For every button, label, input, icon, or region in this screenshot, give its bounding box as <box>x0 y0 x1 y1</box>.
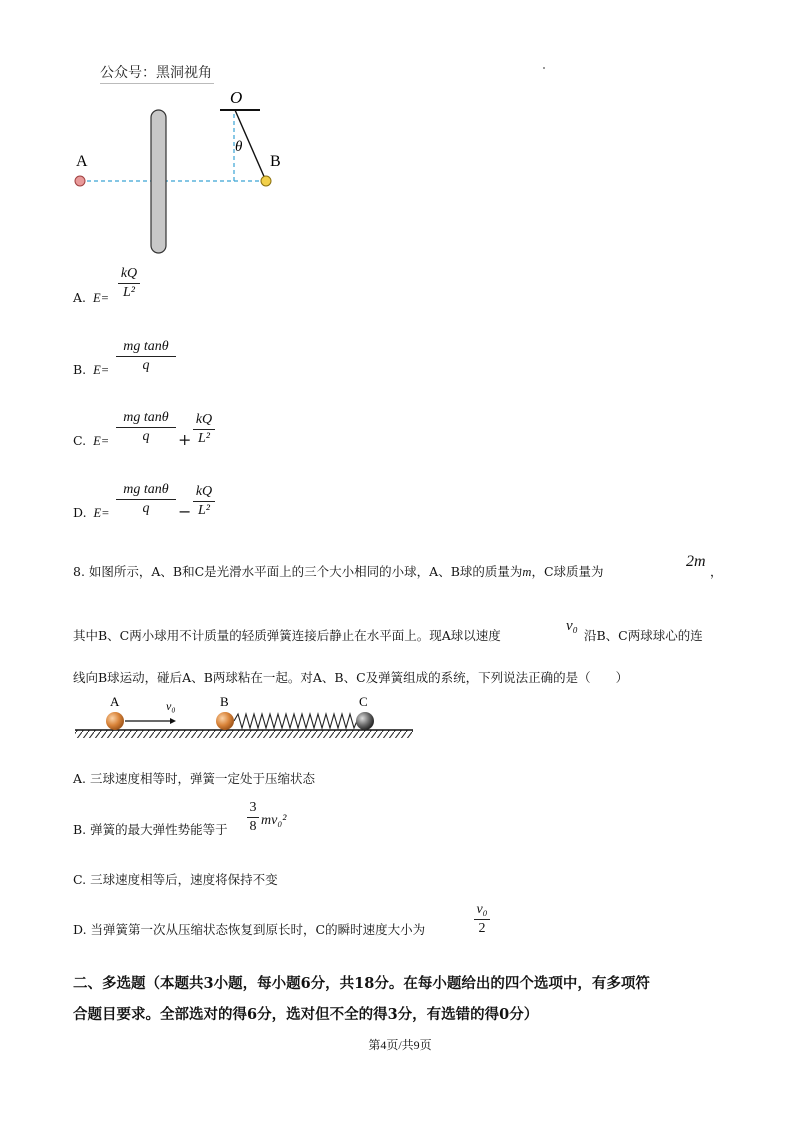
label-b: B <box>270 153 281 170</box>
section-heading-line2: 合题目要求。全部选对的得6分，选对但不全的得3分，有选错的得0分） <box>73 1006 539 1023</box>
option-lhs: E= <box>93 506 110 520</box>
plate <box>151 110 166 253</box>
arrow-head-icon <box>170 718 176 724</box>
label-theta: θ <box>235 139 243 155</box>
fraction-kq-l2 <box>118 266 140 301</box>
q8-text: 8. 如图所示，A、B和C是光滑水平面上的三个大小相同的小球，A、B球的质量为 <box>73 564 523 579</box>
section-heading-line1: 二、多选题（本题共3小题，每小题6分，共18分。在每小题给出的四个选项中，有多项符 <box>73 975 650 992</box>
option-label: A. <box>73 290 87 305</box>
fraction-mgtan-q <box>116 410 176 445</box>
label-o: O <box>230 88 243 107</box>
label-a: A <box>110 694 120 709</box>
numerator: mg tanθ <box>123 482 169 497</box>
q8-option-b: B. 弹簧的最大弹性势能等于 <box>73 822 228 837</box>
option-d <box>73 505 110 521</box>
fraction-kq-l2 <box>193 484 215 519</box>
figure-balls-spring <box>70 692 420 747</box>
denominator: q <box>142 358 150 373</box>
option-label: B. <box>73 362 87 377</box>
question-8-line2 <box>73 630 501 643</box>
option-label: C. <box>73 433 87 448</box>
denominator: L² <box>198 431 210 446</box>
charge-a <box>75 176 85 186</box>
mass-c: 2m <box>686 553 706 570</box>
ground-hatch <box>75 730 413 738</box>
denominator: q <box>142 429 150 444</box>
q8-text: ，C球质量为 <box>531 564 604 579</box>
spring <box>234 714 357 728</box>
denominator: q <box>142 501 150 516</box>
ball-b <box>261 176 271 186</box>
fraction-v0-2 <box>474 902 490 937</box>
fraction-mgtan-q <box>116 482 176 517</box>
ball-b <box>216 712 234 730</box>
option-lhs: E= <box>93 291 110 305</box>
fraction-mgtan-q <box>116 339 176 374</box>
q8-comma: ， <box>710 564 723 579</box>
numerator: 3 <box>249 800 257 815</box>
q8-option-a: A. 三球速度相等时，弹簧一定处于压缩状态 <box>73 771 315 786</box>
minus-sign: − <box>178 502 192 521</box>
mass-m: m <box>522 565 532 579</box>
numerator: mg tanθ <box>123 410 169 425</box>
label-c: C <box>359 694 368 709</box>
q8-text: 沿B、C两球球心的连 <box>584 628 703 643</box>
watermark-text: 公众号：黑洞视角 <box>100 62 214 84</box>
speck <box>543 67 545 69</box>
denominator: 2 <box>478 921 486 936</box>
option-a <box>73 290 109 306</box>
option-b <box>73 362 109 378</box>
label-a: A <box>76 153 88 170</box>
q8-text: 其中B、C两小球用不计质量的轻质弹簧连接后静止在水平面上。现A球以速度 <box>73 628 501 643</box>
numerator: kQ <box>195 412 213 427</box>
q8-option-d: D. 当弹簧第一次从压缩状态恢复到原长时，C的瞬时速度大小为 <box>73 922 426 937</box>
label-v0: v₀ <box>166 699 176 713</box>
ball-a <box>106 712 124 730</box>
fraction-kq-l2 <box>193 412 215 447</box>
ball-c <box>356 712 374 730</box>
option-lhs: E= <box>93 363 110 377</box>
option-c <box>73 433 109 449</box>
figure-pendulum <box>60 84 300 264</box>
energy-expression: mv₀² <box>261 813 287 828</box>
option-label: D. <box>73 505 87 520</box>
denominator: 8 <box>249 819 257 834</box>
option-lhs: E= <box>93 434 110 448</box>
denominator: L² <box>198 503 210 518</box>
q8-option-c: C. 三球速度相等后，速度将保持不变 <box>73 872 278 887</box>
fraction-3-8 <box>247 800 259 835</box>
plus-sign: + <box>178 430 192 449</box>
numerator: v₀ <box>476 902 488 917</box>
denominator: L² <box>123 285 135 300</box>
numerator: kQ <box>120 266 138 281</box>
page-footer: 第4页/共9页 <box>368 1038 432 1052</box>
label-b: B <box>220 694 229 709</box>
numerator: kQ <box>195 484 213 499</box>
question-8-line3: 线向B球运动，碰后A、B两球粘在一起。对A、B、C及弹簧组成的系统，下列说法正确的是（ ） <box>73 670 629 685</box>
numerator: mg tanθ <box>123 339 169 354</box>
question-8-line1 <box>73 566 604 579</box>
velocity-v0: v₀ <box>566 618 578 634</box>
